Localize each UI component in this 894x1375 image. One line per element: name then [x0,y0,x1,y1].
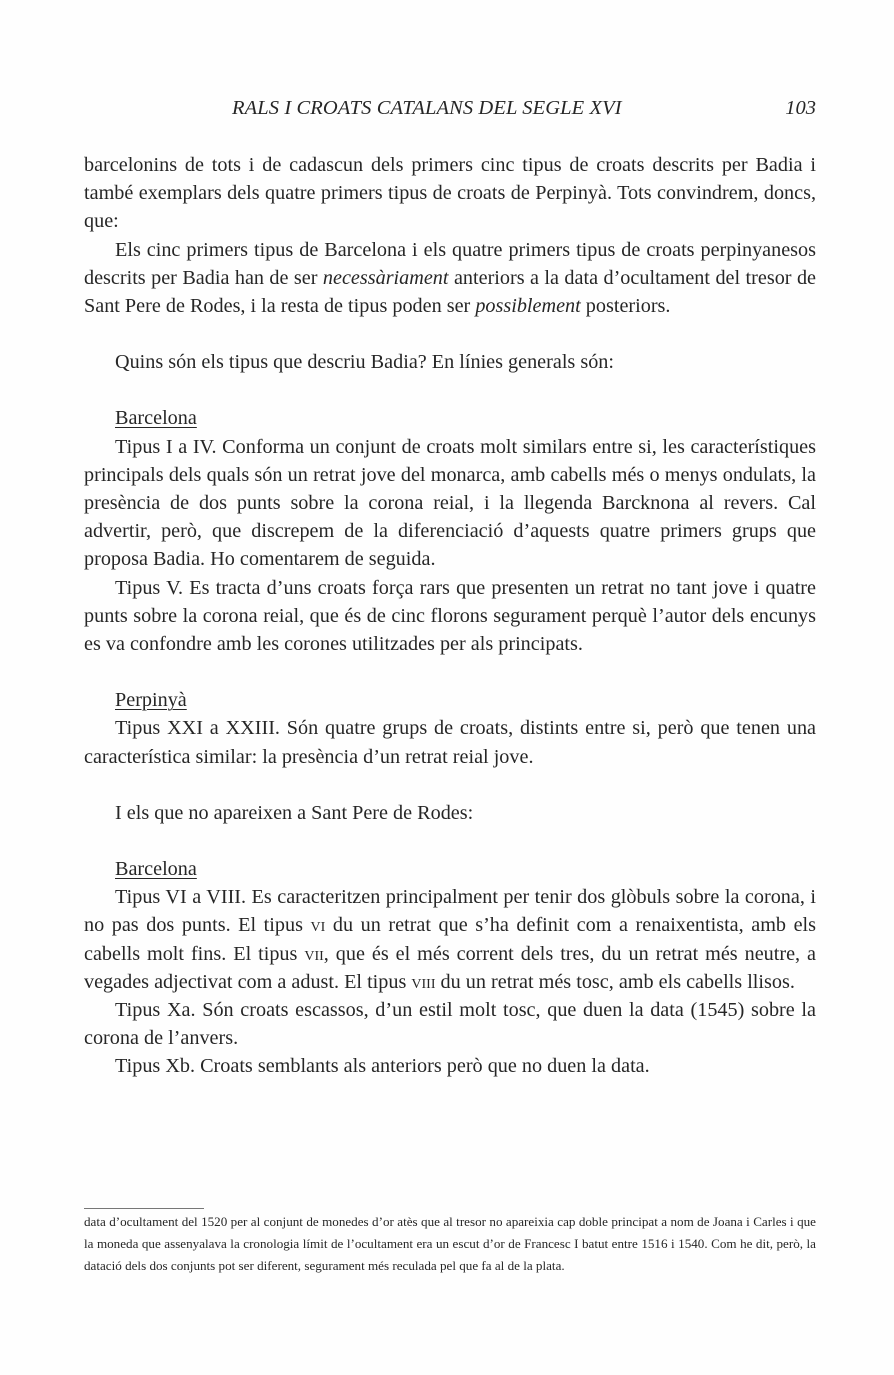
paragraph-not-in-sant-pere: I els que no apareixen a Sant Pere de Rodes: [115,801,474,824]
roman-numeral-viii: viii [411,970,436,993]
paragraph-2 [84,236,816,321]
paragraph-tipus-xxi-xxiii: Tipus XXI a XXIII. Són quatre grups de croats, distints entre si, però que tenen una característica similar: la presència d’un retrat reial jove. [84,717,816,768]
paragraph-8-text-b: du un retrat que s’ha definit com a renaixentista, amb els cabells molt fins. El tipus [84,914,816,965]
paragraph-tipus-vi-viii [84,883,816,996]
footnote-text: data d’ocultament del 1520 per al conjunt de monedes d’or atès que al tresor no apareixia cap doble principat a nom de Joana i Carles i que la moneda que assenyalava la cronologia límit de l’ocultament era un escut d’or de Francesc I batut entre 1516 i 1540. Com he dit, però, la datació dels dos conjunts pot ser diferent, segurament més reculada pel que fa al de la plata. [84,1214,816,1273]
paragraph-gap [84,771,816,799]
paragraph-tipus-xa: Tipus Xa. Són croats escassos, d’un estil molt tosc, que duen la data (1545) sobre la corona de l’anvers. [84,999,816,1050]
body-text [84,151,816,1081]
paragraph-1: barcelonins de tots i de cadascun dels primers cinc tipus de croats descrits per Badia i també exemplars dels quatre primers tipus de croats de Perpinyà. Tots convindrem, doncs, que: [84,154,816,233]
paragraph-3: Quins són els tipus que descriu Badia? En línies generals són: [115,351,614,374]
roman-numeral-vi: vi [310,914,326,937]
paragraph-2-text-a: Els cinc primers tipus de Barcelona i els quatre primers tipus de croats perpinyanesos descrits per Badia han de ser [84,238,816,289]
emphasis-possiblement: possiblement [475,295,581,318]
paragraph-tipus-i-iv: Tipus I a IV. Conforma un conjunt de croats molt similars entre si, les característiques principals dels quals són un retrat jove del monarca, amb cabells més o menys ondulats, la presència de dos punts sobre la corona reial, i la llegenda Barcknona al revers. Cal advertir, però, que discrepem de la diferenciació d’aquests quatre primers grups que proposa Badia. Ho comentarem de seguida. [84,435,816,571]
section-heading-barcelona-2: Barcelona [115,858,197,881]
paragraph-tipus-xb: Tipus Xb. Croats semblants als anteriors però que no duen la data. [115,1055,650,1078]
emphasis-necessariament: necessàriament [322,266,449,289]
paragraph-8-text-d: du un retrat més tosc, amb els cabells llisos. [435,970,795,993]
page-number: 103 [785,97,816,119]
paragraph-2-text-c: posteriors. [580,295,671,318]
footnote-rule [84,1208,204,1209]
section-heading-perpinya: Perpinyà [115,689,187,712]
paragraph-8-text-a: Tipus VI a VIII. Es caracteritzen principalment per tenir dos glòbuls sobre la corona, i no pas dos punts. El tipus [84,886,816,937]
paragraph-gap [84,658,816,686]
roman-numeral-vii: vii [304,942,324,965]
paragraph-tipus-v: Tipus V. Es tracta d’uns croats força rars que presenten un retrat no tant jove i quatre punts sobre la corona reial, que és de cinc florons segurament perquè l’autor dels encunys es va confondre amb les corones utilitzades per als principats. [84,576,816,656]
running-header [84,97,816,127]
paragraph-8-text-c: , que és el més corrent dels tres, du un retrat més neutre, a vegades adjectivat com a adust. El tipus [84,942,817,993]
paragraph-2-text-b: anteriors a la data d’ocultament del tresor de Sant Pere de Rodes, i la resta de tipus poden ser [84,266,816,318]
paragraph-gap [84,376,816,404]
paragraph-gap [84,827,816,855]
section-heading-barcelona: Barcelona [115,407,197,430]
running-title: RALS I CROATS CATALANS DEL SEGLE XVI [232,97,622,119]
paragraph-gap [84,320,816,348]
